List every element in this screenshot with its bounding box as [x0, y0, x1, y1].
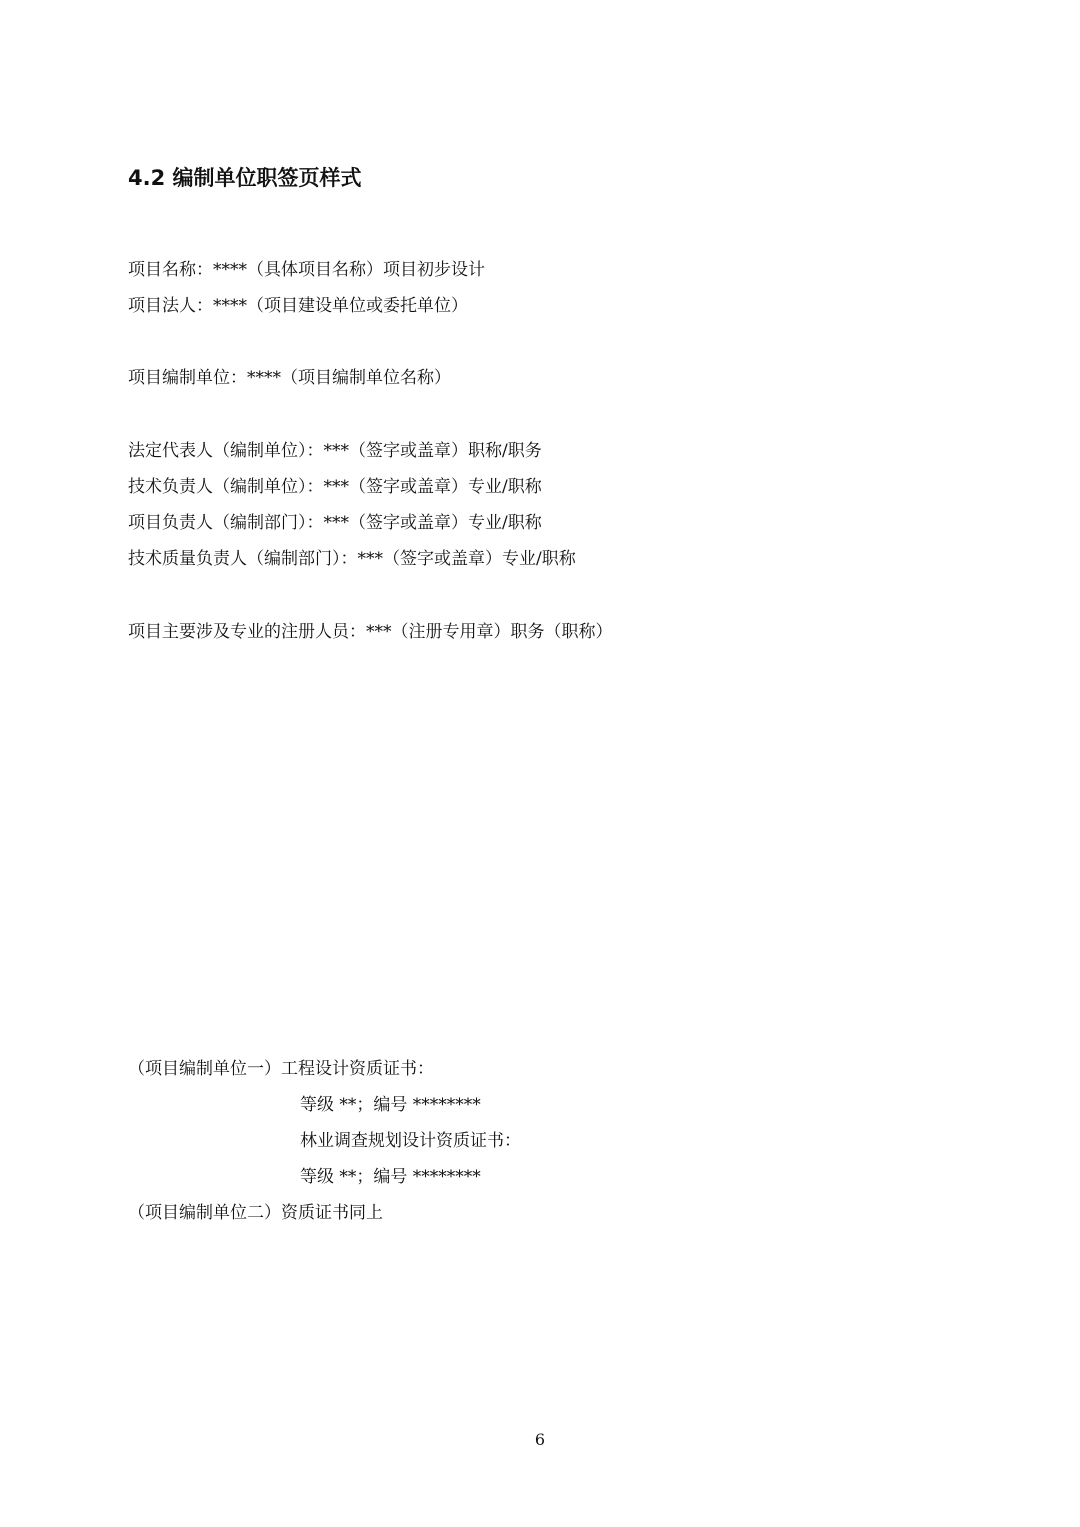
project-compiling-unit-line: 项目编制单位：****（项目编制单位名称） [128, 368, 451, 388]
forestry-certificate-line: 林业调查规划设计资质证书： [300, 1131, 521, 1151]
unit-one-grade-line: 等级 **；编号 ******** [300, 1095, 481, 1115]
signatory-project-lead: 项目负责人（编制部门）：***（签字或盖章）专业/职称 [128, 513, 542, 533]
section-heading: 4.2 编制单位职签页样式 [128, 166, 362, 190]
signatory-technical-lead: 技术负责人（编制单位）：***（签字或盖章）专业/职称 [128, 477, 542, 497]
forestry-grade-line: 等级 **；编号 ******** [300, 1167, 481, 1187]
unit-two-qualification-line: （项目编制单位二）资质证书同上 [128, 1203, 383, 1223]
project-legal-person-line: 项目法人：****（项目建设单位或委托单位） [128, 296, 468, 316]
page-number: 6 [534, 1430, 546, 1449]
project-name-line: 项目名称：****（具体项目名称）项目初步设计 [128, 260, 485, 280]
unit-one-qualification-line: （项目编制单位一）工程设计资质证书： [128, 1059, 434, 1079]
registered-personnel-line: 项目主要涉及专业的注册人员：***（注册专用章）职务（职称） [128, 622, 613, 642]
signatory-quality-lead: 技术质量负责人（编制部门）：***（签字或盖章）专业/职称 [128, 549, 576, 569]
signatory-legal-representative: 法定代表人（编制单位）：***（签字或盖章）职称/职务 [128, 441, 542, 461]
